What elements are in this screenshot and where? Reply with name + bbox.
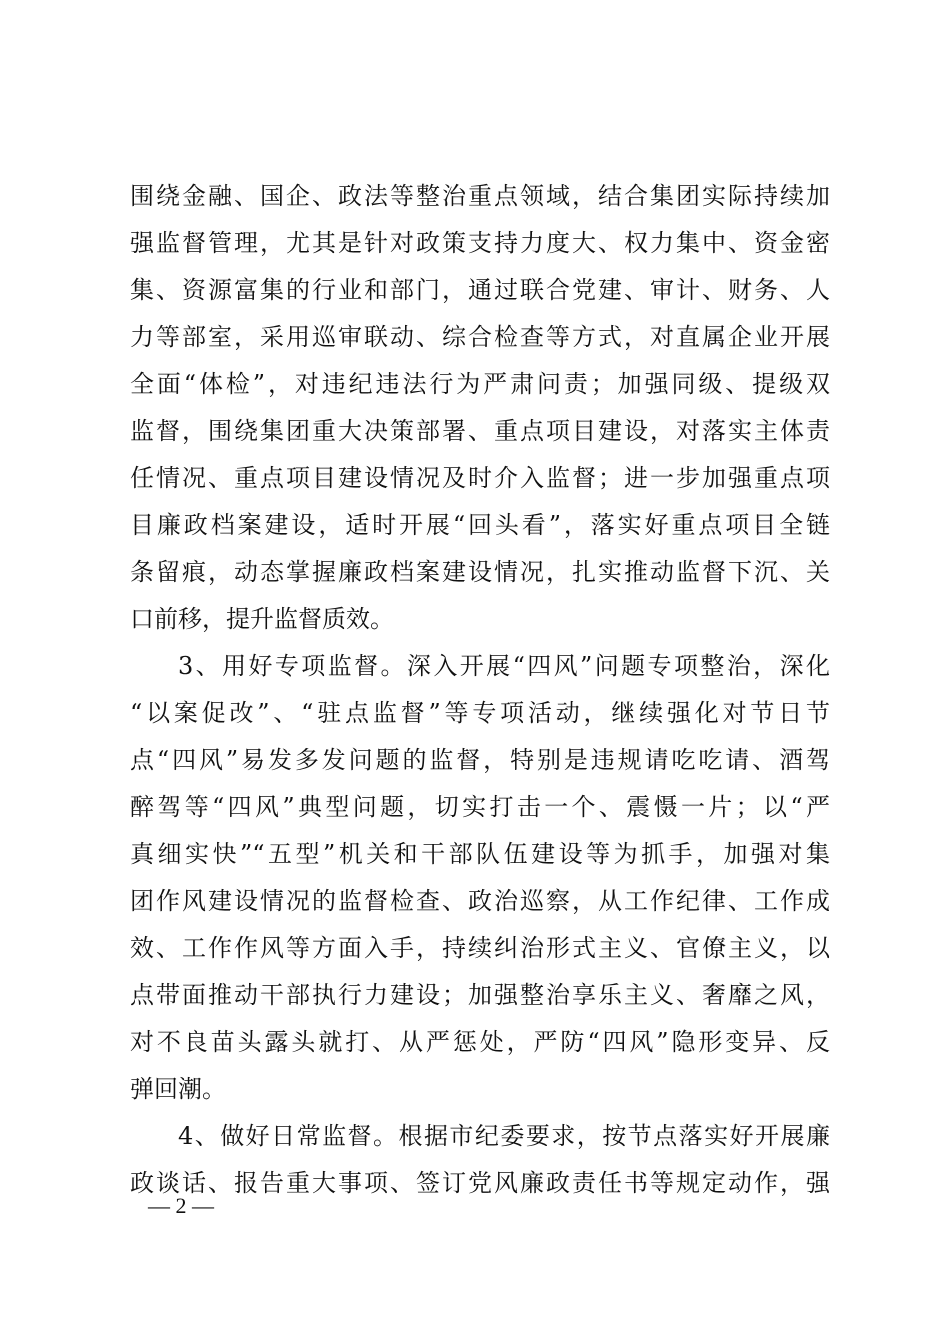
body-text-line: 目廉政档案建设，适时开展“回头看”，落实好重点项目全链 (130, 511, 830, 539)
body-text-line: 条留痕，动态掌握廉政档案建设情况，扎实推动监督下沉、关 (130, 558, 830, 586)
body-text-line: 团作风建设情况的监督检查、政治巡察，从工作纪律、工作成 (130, 887, 830, 915)
body-text-line: 围绕金融、国企、政法等整治重点领域，结合集团实际持续加 (130, 182, 830, 210)
body-text-line: 监督，围绕集团重大决策部署、重点项目建设，对落实主体责 (130, 417, 830, 445)
section-3-heading-line: 3、用好专项监督。深入开展“四风”问题专项整治，深化 (178, 652, 830, 680)
body-text-line: 点带面推动干部执行力建设；加强整治享乐主义、奢靡之风， (130, 981, 830, 1009)
section-4-heading-line: 4、做好日常监督。根据市纪委要求，按节点落实好开展廉 (178, 1122, 830, 1150)
body-text-line: 政谈话、报告重大事项、签订党风廉政责任书等规定动作，强 (130, 1169, 830, 1197)
body-text-line: 对不良苗头露头就打、从严惩处，严防“四风”隐形变异、反 (130, 1028, 830, 1056)
page-number: — 2 — (148, 1193, 214, 1218)
body-text-line: 强监督管理，尤其是针对政策支持力度大、权力集中、资金密 (130, 229, 830, 257)
body-text-line: 全面“体检”，对违纪违法行为严肃问责；加强同级、提级双 (130, 370, 830, 398)
body-text-line: 弹回潮。 (130, 1075, 226, 1103)
body-text-line: 集、资源富集的行业和部门，通过联合党建、审计、财务、人 (130, 276, 830, 304)
body-text-line: 真细实快”“五型”机关和干部队伍建设等为抓手，加强对集 (130, 840, 830, 868)
body-text-line: 点“四风”易发多发问题的监督，特别是违规请吃吃请、酒驾 (130, 746, 830, 774)
body-text-line: 醉驾等“四风”典型问题，切实打击一个、震慑一片；以“严 (130, 793, 830, 821)
body-text-line: 口前移，提升监督质效。 (130, 605, 394, 633)
body-text-line: 效、工作作风等方面入手，持续纠治形式主义、官僚主义，以 (130, 934, 830, 962)
body-text-line: 任情况、重点项目建设情况及时介入监督；进一步加强重点项 (130, 464, 830, 492)
body-text-line: 力等部室，采用巡审联动、综合检查等方式，对直属企业开展 (130, 323, 830, 351)
body-text-line: “以案促改”、“驻点监督”等专项活动，继续强化对节日节 (130, 699, 830, 727)
